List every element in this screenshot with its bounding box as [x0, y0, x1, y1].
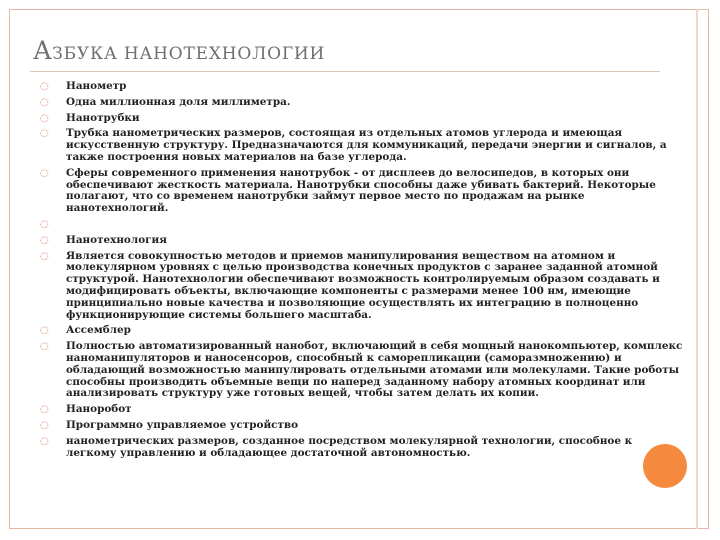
list-item: [40, 97, 686, 109]
list-item-text: Программно управляемое устройство: [66, 418, 299, 431]
orange-circle-decoration: [643, 444, 687, 488]
bullet-icon: ◌: [40, 234, 49, 246]
bullet-list: [40, 81, 686, 463]
list-item-text: Сферы современного применения нанотрубок - от дисплеев до велосипедов, в которых они обеспечивают жесткость материала. Нанотрубки способны даже убивать бактерий. Некоторые полагают, что со временем нанотрубки займут первое место по продажам на рынке нанотехнологий.: [66, 166, 656, 215]
list-item: [40, 325, 686, 337]
list-item: [40, 420, 686, 432]
list-item: [40, 341, 686, 400]
list-item-text: Одна миллионная доля миллиметра.: [66, 95, 291, 108]
bullet-icon: ◌: [40, 325, 49, 337]
list-item-text: Нанометр: [66, 80, 127, 92]
bullet-icon: ◌: [40, 128, 49, 140]
list-item-text: Нанотехнология: [66, 233, 167, 246]
list-item: [40, 81, 686, 93]
list-item: [40, 168, 686, 215]
list-item-text: Ассемблер: [66, 324, 131, 337]
bullet-icon: ◌: [40, 96, 49, 108]
bullet-icon: ◌: [40, 81, 49, 92]
title-underline: [30, 71, 660, 72]
bullet-icon: ◌: [40, 167, 49, 179]
list-item: [40, 128, 686, 163]
bullet-icon: ◌: [40, 250, 49, 262]
list-item-text: Наноробот: [66, 403, 132, 416]
title-rest: ЗБУКА НАНОТЕХНОЛОГИИ: [52, 44, 326, 64]
bullet-icon: ◌: [40, 112, 49, 124]
list-item-text: Нанотрубки: [66, 111, 140, 124]
bullet-icon: ◌: [40, 419, 49, 431]
list-item-text: Трубка нанометрических размеров, состоящая из отдельных атомов углерода и имеющая искусственную структуру. Предназначаются для коммуникаций, передачи энергии и сигналов, а также построения новых материалов на базе углерода.: [66, 127, 667, 163]
list-item-text: нанометрических размеров, созданное посредством молекулярной технологии, способное к легкому управлению и обладающее достаточной автономностью.: [66, 434, 633, 459]
list-item: [40, 436, 686, 460]
list-item: [40, 113, 686, 125]
bullet-icon: ◌: [40, 435, 49, 447]
list-item-text: Является совокупностью методов и приемов манипулирования веществом на атомном и молекулярном уровнях с целью производства конечных продуктов с заранее заданной атомной структурой. Нанотехнологии обеспечивают возможность контролируемым образом создавать и модифицировать объекты, включающие компоненты с размерами менее 100 нм, имеющие принципиально новые качества и позволяющие осуществлять их интеграцию в полноценно функционирующие системы большего масштаба.: [66, 249, 660, 321]
list-item: [40, 251, 686, 322]
bullet-icon: ◌: [40, 341, 49, 353]
list-item: [40, 219, 686, 231]
slide-title: [33, 36, 325, 65]
frame-accent-bar: [696, 9, 698, 529]
list-item-text: Полностью автоматизированный нанобот, включающий в себя мощный нанокомпьютер, комплекс наноманипуляторов и наносенсоров, способный к саморепликации (саморазмножению) и обладающий возможностью манипулировать отдельными атомами или молекулами. Такие роботы способны производить объемные вещи по наперед заданному набору атомных координат или анализировать структуру уже готовых вещей, чтобы затем делать их копии.: [66, 340, 683, 400]
bullet-icon: ◌: [40, 218, 49, 230]
list-item: [40, 404, 686, 416]
list-item: [40, 235, 686, 247]
bullet-icon: ◌: [40, 404, 49, 416]
title-initial: А: [33, 36, 53, 65]
